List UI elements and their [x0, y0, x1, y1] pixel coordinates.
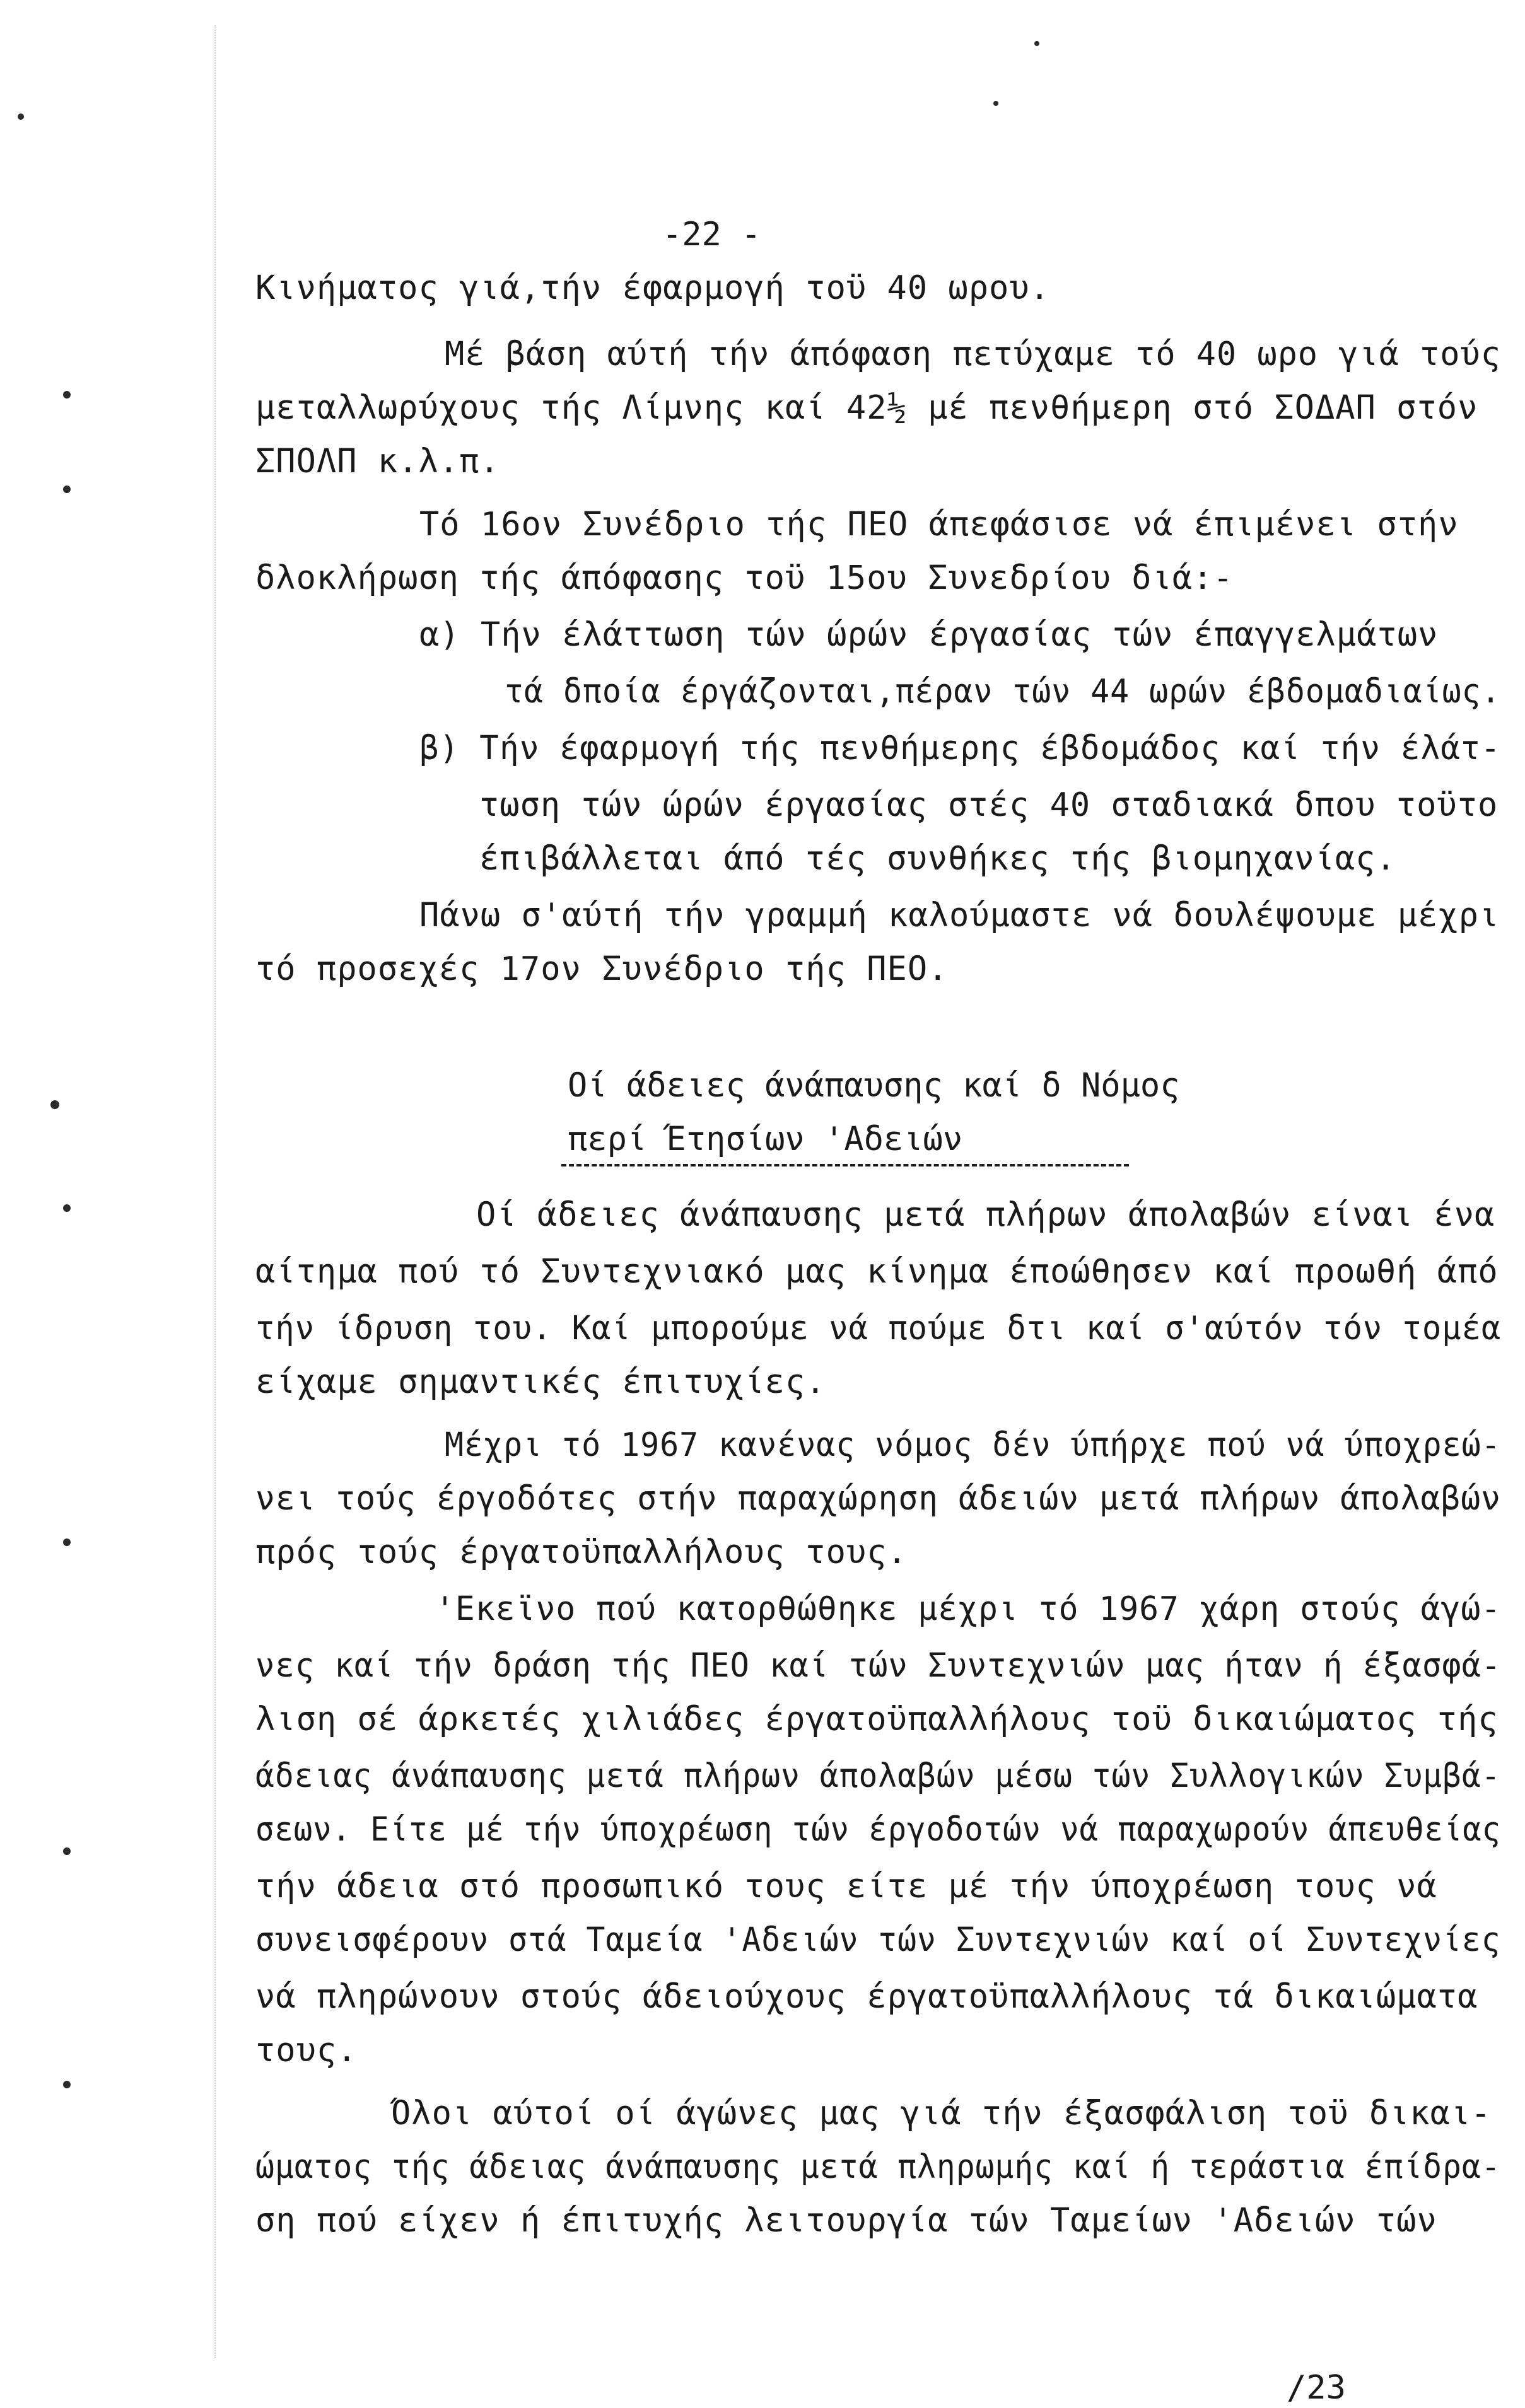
- scan-speck: [993, 101, 998, 106]
- text-line: Κινήματος γιά,τήν έφαρμογή τοϋ 40 ωρου.: [255, 269, 1050, 307]
- text-line: Πάνω σ'αύτή τήν γραμμή καλούμαστε νά δουλέψουμε μέχρι: [419, 897, 1500, 934]
- text-line: νά πληρώνουν στούς άδειούχους έργατοϋπαλλήλους τά δικαιώματα: [255, 1978, 1478, 2016]
- scan-speck: [63, 391, 71, 398]
- text-line: Όλοι αύτοί οί άγώνες μας γιά τήν έξασφάλιση τοϋ δικαι-: [391, 2095, 1492, 2132]
- text-line: ση πού είχεν ή έπιτυχής λειτουργία τών Ταμείων 'Αδειών τών: [255, 2202, 1437, 2240]
- text-line: μεταλλωρύχους τής Λίμνης καί 42½ μέ πενθήμερη στό ΣΟΔΑΠ στόν: [255, 389, 1478, 427]
- text-line: τήν ίδρυση του. Καί μπορούμε νά πούμε δτι καί σ'αύτόν τόν τομέα: [255, 1310, 1502, 1347]
- page-number: -22 -: [662, 216, 761, 253]
- scan-speck: [18, 113, 24, 120]
- text-line: 'Εκεϊνο πού κατορθώθηκε μέχρι τό 1967 χάρη στούς άγώ-: [435, 1590, 1502, 1628]
- text-line: σεων. Είτε μέ τήν ύποχρέωση τών έργοδοτών νά παραχωρούν άπευθείας: [255, 1811, 1501, 1849]
- text-line: ΣΠΟΛΠ κ.λ.π.: [255, 443, 500, 480]
- text-line: αίτημα πού τό Συντεχνιακό μας κίνημα έποώθησεν καί προωθή άπό: [255, 1253, 1499, 1291]
- text-line: άδειας άνάπαυσης μετά πλήρων άπολαβών μέσω τών Συλλογικών Συμβά-: [255, 1757, 1501, 1795]
- section-heading: Οί άδειες άνάπαυσης καί δ Νόμος: [568, 1067, 1180, 1105]
- text-line: πρός τούς έργατοϋπαλλήλους τους.: [255, 1533, 908, 1571]
- scan-speck: [63, 1538, 71, 1546]
- scan-speck: [1034, 41, 1039, 46]
- text-line: δλοκλήρωση τής άπόφασης τοϋ 15ου Συνεδρίου διά:-: [255, 559, 1234, 597]
- list-item-b: β) Τήν έφαρμογή τής πενθήμερης έβδομάδος καί τήν έλάτ-: [419, 730, 1501, 767]
- scan-speck: [50, 1100, 59, 1109]
- text-line: τους.: [255, 2032, 358, 2069]
- text-line: είχαμε σημαντικές έπιτυχίες.: [255, 1363, 826, 1401]
- scan-speck: [63, 2081, 71, 2088]
- text-line: τήν άδεια στό προσωπικό τους είτε μέ τήν ύποχρέωση τους νά: [255, 1868, 1437, 1905]
- list-item-a: α) Τήν έλάττωση τών ώρών έργασίας τών έπαγγελμάτων: [419, 616, 1439, 654]
- text-line: Μέχρι τό 1967 κανένας νόμος δέν ύπήρχε πού νά ύποχρεώ-: [445, 1426, 1501, 1464]
- heading-underline: [561, 1164, 1129, 1166]
- text-line: νες καί τήν δράση τής ΠΕΟ καί τών Συντεχνιών μας ήταν ή έξασφά-: [255, 1647, 1502, 1685]
- scan-speck: [63, 486, 71, 493]
- list-item-a-cont: τά δποία έργάζονται,πέραν τών 44 ωρών έβδομαδιαίως.: [505, 673, 1501, 711]
- text-line: λιση σέ άρκετές χιλιάδες έργατοϋπαλλήλους τοϋ δικαιώματος τής: [255, 1701, 1499, 1738]
- scan-speck: [63, 1204, 71, 1212]
- next-page-marker: /23: [1287, 2369, 1346, 2407]
- text-line: Μέ βάση αύτή τήν άπόφαση πετύχαμε τό 40 ωρο γιά τούς: [445, 335, 1501, 373]
- left-margin-rule: [214, 25, 216, 2358]
- text-line: Οί άδειες άνάπαυσης μετά πλήρων άπολαβών είναι ένα: [476, 1196, 1495, 1234]
- list-item-b-cont: έπιβάλλεται άπό τές συνθήκες τής βιομηχανίας.: [479, 840, 1396, 878]
- text-line: Τό 16ον Συνέδριο τής ΠΕΟ άπεφάσισε νά έπιμένει στήν: [419, 506, 1459, 544]
- text-line: νει τούς έργοδότες στήν παραχώρηση άδειών μετά πλήρων άπολαβών: [255, 1480, 1501, 1518]
- list-item-b-cont: τωση τών ώρών έργασίας στές 40 σταδιακά δπου τοϋτο: [479, 786, 1499, 824]
- section-heading-line2: περί Έτησίων 'Αδειών: [568, 1120, 963, 1158]
- scan-speck: [63, 1847, 71, 1855]
- text-line: συνεισφέρουν στά Ταμεία 'Αδειών τών Συντεχνιών καί οί Συντεχνίες: [255, 1921, 1501, 1959]
- text-line: ώματος τής άδειας άνάπαυσης μετά πληρωμής καί ή τεράστια έπίδρα-: [255, 2148, 1501, 2186]
- text-line: τό προσεχές 17ον Συνέδριο τής ΠΕΟ.: [255, 950, 949, 988]
